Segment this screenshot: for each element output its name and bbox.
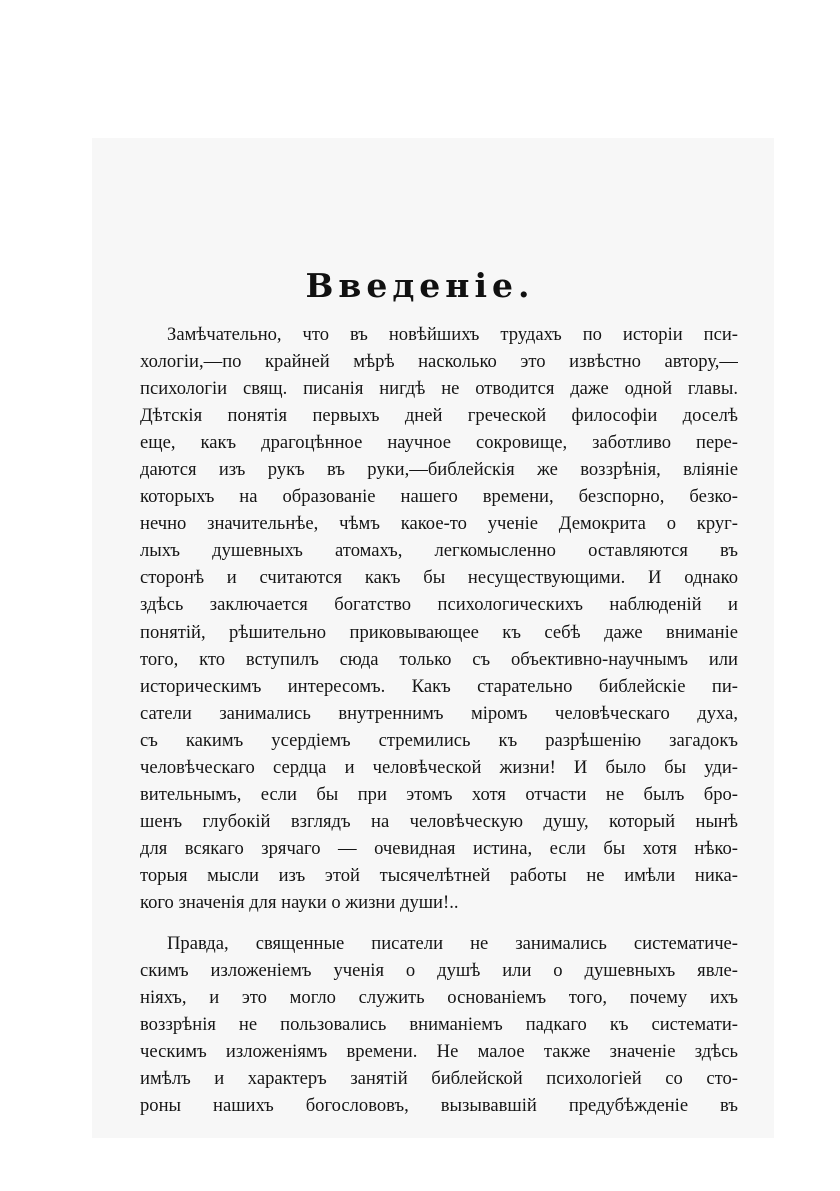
paragraph <box>140 930 738 1119</box>
text-line: еще, какъ драгоцѣнное научное сокровище, заботливо пере- <box>140 432 738 454</box>
text-line: Правда, священные писатели не занимались систематиче- <box>167 933 738 955</box>
text-line: имѣлъ и характеръ занятій библейской психологіей со сто- <box>140 1068 738 1090</box>
paragraph <box>140 321 738 916</box>
text-line: кого значенія для науки о жизни души!.. <box>140 891 459 913</box>
text-line: ніяхъ, и это могло служить основаніемъ того, почему ихъ <box>140 987 738 1009</box>
text-line: для всякаго зрячаго — очевидная истина, если бы хотя нѣко- <box>140 837 738 859</box>
chapter-title: Введеніе. <box>305 266 535 305</box>
text-line: ческимъ изложеніямъ времени. Не малое также значеніе здѣсь <box>140 1041 738 1063</box>
text-line: хологіи,—по крайней мѣрѣ насколько это извѣстно автору,— <box>140 351 738 373</box>
text-line: психологіи свящ. писанія нигдѣ не отводится даже одной главы. <box>140 378 738 400</box>
text-line: роны нашихъ богослововъ, вызывавшій предубѣжденіе въ <box>140 1095 738 1117</box>
text-line: здѣсь заключается богатство психологическихъ наблюденій и <box>140 594 738 616</box>
text-line: воззрѣнія не пользовались вниманіемъ падкаго къ системати- <box>140 1014 738 1036</box>
text-line: шенъ глубокій взглядъ на человѣческую душу, который нынѣ <box>140 810 738 832</box>
text-line: скимъ изложеніемъ ученія о душѣ или о душевныхъ явле- <box>140 960 738 982</box>
text-line: съ какимъ усердіемъ стремились къ разрѣшенію загадокъ <box>140 729 738 751</box>
text-line: Дѣтскія понятія первыхъ дней греческой философіи доселѣ <box>140 405 738 427</box>
text-line: которыхъ на образованіе нашего времени, безспорно, безко- <box>140 486 738 508</box>
text-line: сатели занимались внутреннимъ міромъ человѣческаго духа, <box>140 702 738 724</box>
text-line: сторонѣ и считаются какъ бы несуществующими. И однако <box>140 567 738 589</box>
text-line: историческимъ интересомъ. Какъ старательно библейскіе пи- <box>140 675 738 697</box>
text-line: человѣческаго сердца и человѣческой жизни! И было бы уди- <box>140 756 738 778</box>
text-line: торыя мысли изъ этой тысячелѣтней работы не имѣли ника- <box>140 864 738 886</box>
text-line: понятій, рѣшительно приковывающее къ себѣ даже вниманіе <box>140 621 738 643</box>
body-text <box>140 321 738 1119</box>
text-line: нечно значительнѣе, чѣмъ какое-то ученіе Демокрита о круг- <box>140 513 738 535</box>
text-line: того, кто вступилъ сюда только съ объективно-научнымъ или <box>140 648 738 670</box>
text-line: даются изъ рукъ въ руки,—библейскія же воззрѣнія, вліяніе <box>140 459 738 481</box>
text-line: вительнымъ, если бы при этомъ хотя отчасти не былъ бро- <box>140 783 738 805</box>
text-line: лыхъ душевныхъ атомахъ, легкомысленно оставляются въ <box>140 540 738 562</box>
text-line: Замѣчательно, что въ новѣйшихъ трудахъ по исторіи пси- <box>167 324 738 345</box>
paragraph-gap <box>140 916 738 930</box>
